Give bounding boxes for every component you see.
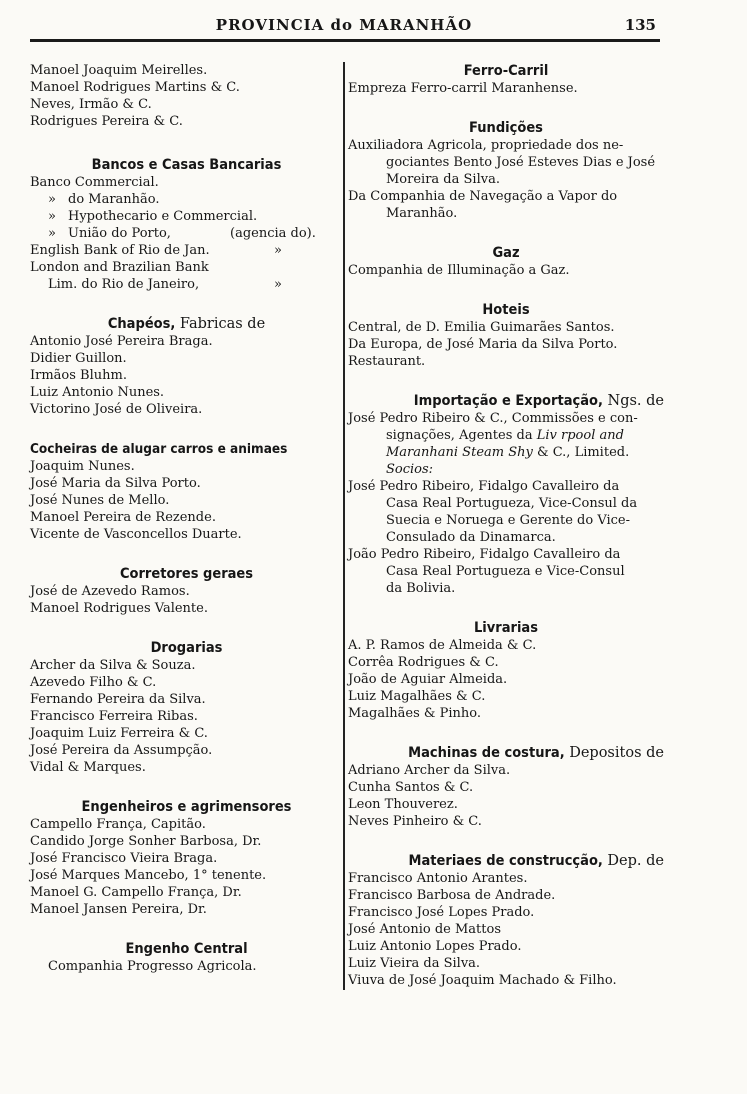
list-item: Leon Thouverez. [348,797,458,812]
list-item: Candido Jorge Sonher Barbosa, Dr. [30,834,262,849]
list-item: Suecia e Noruega e Gerente do Vice- [386,513,631,528]
list-item: Irmãos Bluhm. [30,368,127,383]
list-item: Socios: [386,462,434,477]
page-title: PROVINCIA do MARANHÃO [215,16,473,34]
list-item: Empreza Ferro-carril Maranhense. [348,81,578,96]
section-heading-gas: Gaz [492,245,520,261]
list-item: Magalhães & Pinho. [348,706,481,721]
list-item: » do Maranhão. [48,192,160,207]
list-item: José Pedro Ribeiro, Fidalgo Cavalleiro da [348,479,620,494]
list-item: » Hypothecario e Commercial. [48,209,258,224]
list-item: Corrêa Rodrigues & C. [348,655,499,670]
list-item: José Francisco Vieira Braga. [30,851,218,866]
list-item: Maranhão. [386,206,458,221]
list-item: Maranhani Steam Shy & C., Limited. [386,445,630,460]
list-item: » União do Porto, (agencia do). [48,226,316,241]
section-heading-import-export: Importação e Exportação, Ngs. de [413,393,664,409]
list-item: Manoel Joaquim Meirelles. [30,63,208,78]
list-item: José de Azevedo Ramos. [30,584,190,599]
list-item: Manoel Jansen Pereira, Dr. [30,902,207,917]
section-heading-sewing-machines: Machinas de costura, Depositos de [408,745,664,761]
list-item: José Nunes de Mello. [30,493,170,508]
list-item: Francisco Ferreira Ribas. [30,709,198,724]
list-item: gociantes Bento José Esteves Dias e José [386,155,656,170]
list-item: Didier Guillon. [30,351,127,366]
section-heading-mill: Engenho Central [125,941,248,957]
section-heading-drugstores: Drogarias [150,640,223,656]
section-heading-brokers: Corretores geraes [119,566,254,582]
page-number: 135 [624,16,656,34]
list-item: English Bank of Rio de Jan. » [30,243,282,258]
list-item: Antonio José Pereira Braga. [30,334,213,349]
list-item: Campello França, Capitão. [30,817,206,832]
page-header [30,14,658,36]
list-item: Companhia de Illuminação a Gaz. [348,263,570,278]
list-item: Da Europa, de José Maria da Silva Porto. [348,337,618,352]
list-item: Neves, Irmão & C. [30,97,152,112]
list-item: Francisco José Lopes Prado. [348,905,535,920]
list-item: José Marques Mancebo, 1° tenente. [30,868,267,883]
section-heading-engineers: Engenheiros e agrimensores [81,799,292,815]
list-item: Manoel Rodrigues Martins & C. [30,80,240,95]
section-heading-foundries: Fundições [469,120,543,136]
list-item: London and Brazilian Bank [30,260,209,275]
section-heading-railway: Ferro-Carril [463,63,549,79]
list-item: Victorino José de Oliveira. [30,402,203,417]
list-item: Viuva de José Joaquim Machado & Filho. [348,973,617,988]
list-item: Vicente de Vasconcellos Duarte. [30,527,242,542]
section-heading-hotels: Hoteis [482,302,530,318]
list-item: Banco Commercial. [30,175,159,190]
list-item: Manoel Rodrigues Valente. [30,601,208,616]
list-item: A. P. Ramos de Almeida & C. [348,638,537,653]
list-item: Joaquim Luiz Ferreira & C. [30,726,208,741]
list-item: Francisco Antonio Arantes. [348,871,528,886]
list-item: Cunha Santos & C. [348,780,474,795]
list-item: Adriano Archer da Silva. [348,763,511,778]
list-item: Vidal & Marques. [30,760,146,775]
list-item: Moreira da Silva. [386,172,500,187]
list-item: Francisco Barbosa de Andrade. [348,888,556,903]
right-column [348,62,664,989]
list-item: Joaquim Nunes. [30,459,135,474]
list-item: Archer da Silva & Souza. [30,658,196,673]
list-item: Companhia Progresso Agricola. [48,959,257,974]
list-item: Luiz Magalhães & C. [348,689,486,704]
list-item: Casa Real Portugueza, Vice-Consul da [386,496,638,511]
list-item: da Bolivia. [386,581,456,596]
list-item: Manoel G. Campello França, Dr. [30,885,242,900]
list-item: Luiz Vieira da Silva. [348,956,481,971]
list-item: Rodrigues Pereira & C. [30,114,183,129]
column-divider [343,62,345,990]
list-item: signações, Agentes da Liv rpool and [386,428,624,443]
list-item: José Maria da Silva Porto. [30,476,201,491]
list-item: Luiz Antonio Nunes. [30,385,165,400]
list-item: José Pereira da Assumpção. [30,743,213,758]
header-rule [30,39,660,42]
list-item: Azevedo Filho & C. [30,675,157,690]
list-item: Central, de D. Emilia Guimarães Santos. [348,320,615,335]
list-item: Consulado da Dinamarca. [386,530,556,545]
left-column [30,62,343,975]
list-item: João Pedro Ribeiro, Fidalgo Cavalleiro da [348,547,621,562]
section-heading-coach: Cocheiras de alugar carros e animaes [30,441,288,457]
list-item: Auxiliadora Agricola, propriedade dos ne- [348,138,624,153]
section-heading-bookstores: Livrarias [474,620,538,636]
section-heading-banks: Bancos e Casas Bancarias [91,157,282,173]
section-heading-hats: Chapéos, Fabricas de [107,316,266,332]
list-item: Neves Pinheiro & C. [348,814,482,829]
list-item: Fernando Pereira da Silva. [30,692,206,707]
list-item: José Antonio de Mattos [348,922,501,937]
list-item: Manoel Pereira de Rezende. [30,510,216,525]
list-item: Luiz Antonio Lopes Prado. [348,939,522,954]
section-heading-building-materials: Materiaes de construcção, Dep. de [408,853,664,869]
list-item: João de Aguiar Almeida. [348,672,508,687]
list-item: Lim. do Rio de Janeiro, » [48,277,282,292]
list-item: José Pedro Ribeiro & C., Commissões e con- [348,411,638,426]
list-item: Da Companhia de Navegação a Vapor do [348,189,618,204]
list-item: Restaurant. [348,354,426,369]
list-item: Casa Real Portugueza e Vice-Consul [386,564,625,579]
